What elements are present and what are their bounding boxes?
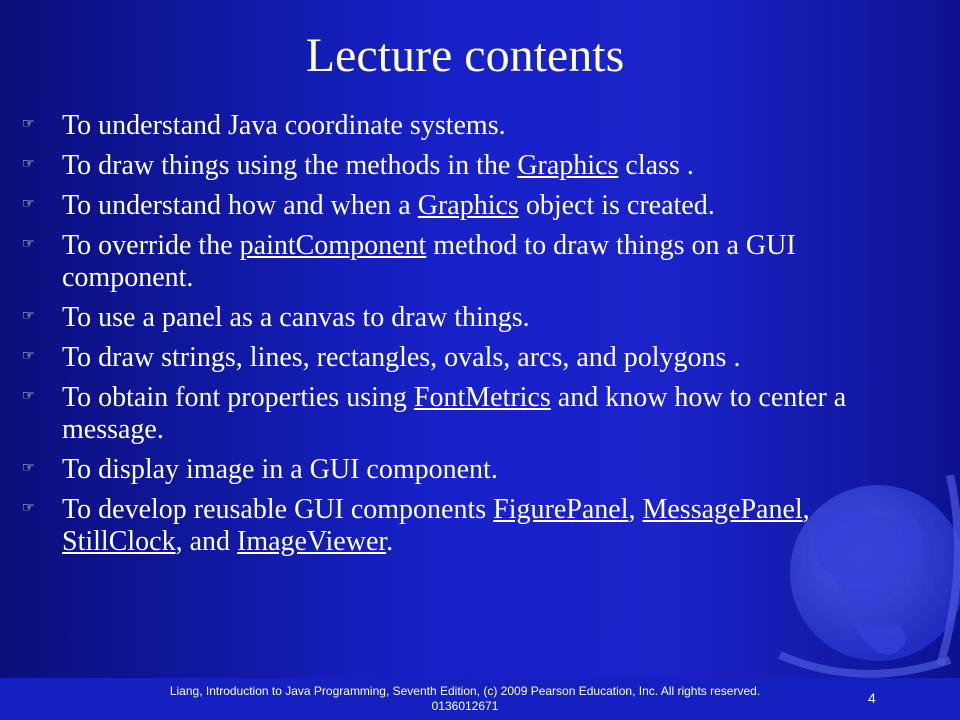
page-number: 4 [868, 690, 876, 706]
pointing-hand-icon: ☞ [22, 237, 35, 252]
pointing-hand-icon: ☞ [22, 157, 35, 172]
bullet-text: To obtain font properties using FontMetrics and know how to center a message. [62, 382, 847, 445]
underlined-term: FigurePanel [493, 494, 629, 525]
bullet-item [22, 342, 922, 374]
bullet-text: To draw strings, lines, rectangles, ovals, arcs, and polygons . [62, 342, 741, 373]
globe-icon [750, 455, 960, 685]
pointing-hand-icon: ☞ [22, 197, 35, 212]
pointing-hand-icon: ☞ [22, 117, 35, 132]
underlined-term: Graphics [417, 190, 519, 221]
bullet-text: To use a panel as a canvas to draw things. [62, 302, 530, 333]
bullet-item [22, 302, 922, 334]
bullet-item [22, 150, 922, 182]
slide-title: Lecture contents [305, 29, 625, 82]
underlined-term: ImageViewer [237, 526, 387, 557]
underlined-term: StillClock [62, 526, 176, 557]
pointing-hand-icon: ☞ [22, 501, 35, 516]
bullet-text: To display image in a GUI component. [62, 454, 498, 485]
bullet-text: To override the paintComponent method to draw things on a GUI component. [62, 230, 796, 293]
underlined-term: MessagePanel [642, 494, 803, 525]
pointing-hand-icon: ☞ [22, 389, 35, 404]
pointing-hand-icon: ☞ [22, 461, 35, 476]
bullet-text: To understand how and when a Graphics object is created. [62, 190, 715, 221]
bullet-text: To draw things using the methods in the Graphics class . [62, 150, 694, 181]
bullet-text: To develop reusable GUI components FigurePanel, MessagePanel, StillClock, and ImageViewer. [62, 494, 810, 557]
underlined-term: Graphics [517, 150, 619, 181]
pointing-hand-icon: ☞ [22, 349, 35, 364]
underlined-term: paintComponent [239, 230, 427, 261]
bullet-item [22, 230, 922, 294]
bullet-text: To understand Java coordinate systems. [62, 110, 506, 141]
pointing-hand-icon: ☞ [22, 309, 35, 324]
footer-copyright: Liang, Introduction to Java Programming, Seventh Edition, (c) 2009 Pearson Education, Inc. All rights reserved. 0136012671 [169, 684, 761, 713]
bullet-item [22, 190, 922, 222]
bullet-item [22, 382, 922, 446]
underlined-term: FontMetrics [413, 382, 551, 413]
bullet-item [22, 110, 922, 142]
